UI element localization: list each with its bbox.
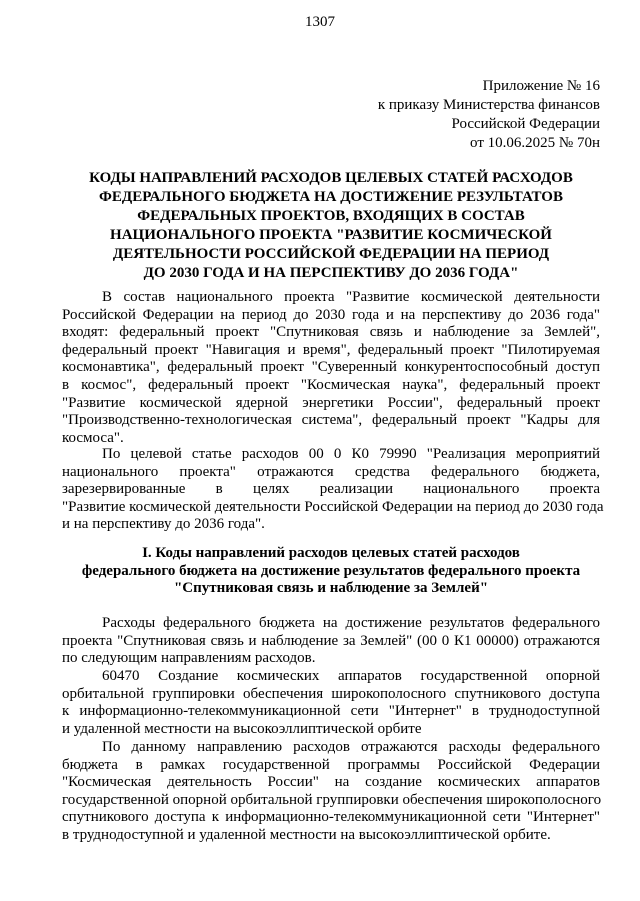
text-line: государственной опорной орбитальной группировки обеспечения широкополосного bbox=[62, 791, 602, 808]
text-line: В состав национального проекта "Развитие космической деятельности bbox=[102, 289, 600, 305]
paragraph-intro bbox=[62, 289, 600, 447]
text-line: "Космическая деятельность России" на создание космических аппаратов bbox=[62, 774, 600, 791]
text-line: спутникового доступа к информационно-телекоммуникационной сети "Интернет" bbox=[62, 809, 600, 826]
text-line: по следующим направлениям расходов. bbox=[62, 650, 316, 667]
title-line: ФЕДЕРАЛЬНОГО БЮДЖЕТА НА ДОСТИЖЕНИЕ РЕЗУЛЬТАТОВ bbox=[99, 189, 563, 205]
title-line: ДО 2030 ГОДА И НА ПЕРСПЕКТИВУ ДО 2036 ГОДА" bbox=[143, 265, 519, 281]
text-line: бюджета в рамках государственной программы Российской Федерации bbox=[62, 756, 600, 773]
title-line: НАЦИОНАЛЬНОГО ПРОЕКТА "РАЗВИТИЕ КОСМИЧЕСКОЙ bbox=[110, 227, 552, 243]
text-line: "Развитие космической деятельности Российской Федерации на период до 2030 года bbox=[62, 498, 604, 515]
paragraph-expenses bbox=[62, 615, 600, 668]
title-line: ДЕЯТЕЛЬНОСТИ РОССИЙСКОЙ ФЕДЕРАЦИИ НА ПЕРИОД bbox=[112, 246, 550, 262]
text-line: проекта "Спутниковая связь и наблюдение за Землей" (00 0 К1 00000) отражаются bbox=[62, 632, 600, 649]
appendix-line: от 10.06.2025 № 70н bbox=[470, 135, 600, 151]
text-line: Расходы федерального бюджета на достижение результатов федерального bbox=[102, 615, 600, 631]
text-line: орбитальной группировки обеспечения широкополосного спутникового доступа bbox=[62, 685, 600, 702]
text-line: и на перспективу до 2036 года". bbox=[62, 516, 265, 533]
text-line: зарезервированные в целях реализации национального проекта bbox=[62, 481, 600, 498]
paragraph-direction bbox=[62, 739, 600, 845]
text-line: федеральный проект "Навигация и время", федеральный проект "Пилотируемая bbox=[62, 341, 600, 358]
text-line: По целевой статье расходов 00 0 К0 79990 "Реализация мероприятий bbox=[102, 446, 600, 462]
text-line: По данному направлению расходов отражаются расходы федерального bbox=[102, 739, 600, 755]
text-line: и удаленной местности на высокоэллиптической орбите bbox=[62, 720, 422, 737]
title-line: КОДЫ НАПРАВЛЕНИЙ РАСХОДОВ ЦЕЛЕВЫХ СТАТЕЙ РАСХОДОВ bbox=[89, 170, 573, 186]
text-line: "Развитие космической ядерной энергетики России", федеральный проект bbox=[62, 394, 600, 411]
document-title bbox=[62, 169, 600, 283]
section-title-line: "Спутниковая связь и наблюдение за Землей" bbox=[173, 580, 489, 596]
section-title bbox=[62, 545, 600, 598]
text-line: космоса". bbox=[62, 429, 124, 446]
text-line: к информационно-телекоммуникационной сети "Интернет" в труднодоступной bbox=[62, 703, 600, 720]
text-line: "Производственно-технологическая система", федеральный проект "Кадры для bbox=[62, 412, 600, 429]
paragraph-reserve bbox=[62, 446, 604, 534]
text-line: космонавтика", федеральный проект "Суверенный конкурентоспособный доступ bbox=[62, 359, 600, 376]
page-number: 1307 bbox=[305, 14, 335, 30]
appendix-block bbox=[378, 77, 600, 153]
title-line: ФЕДЕРАЛЬНЫХ ПРОЕКТОВ, ВХОДЯЩИХ В СОСТАВ bbox=[137, 208, 525, 224]
appendix-line: Российской Федерации bbox=[451, 116, 600, 132]
text-line: национального проекта" отражаются средства федерального бюджета, bbox=[62, 463, 600, 480]
text-line: в космос", федеральный проект "Космическая наука", федеральный проект bbox=[62, 376, 600, 393]
section-title-line: федерального бюджета на достижение результатов федерального проекта bbox=[81, 562, 581, 579]
text-line: входят: федеральный проект "Спутниковая связь и наблюдение за Землей", bbox=[62, 324, 600, 341]
text-line: 60470 Создание космических аппаратов государственной опорной bbox=[102, 668, 600, 684]
appendix-line: Приложение № 16 bbox=[482, 78, 600, 94]
appendix-line: к приказу Министерства финансов bbox=[377, 97, 600, 113]
text-line: в труднодоступной и удаленной местности на высокоэллиптической орбите. bbox=[62, 826, 551, 843]
paragraph-code-60470 bbox=[62, 668, 600, 738]
text-line: Российской Федерации на период до 2030 года и на перспективу до 2036 года" bbox=[62, 306, 600, 323]
section-title-line: I. Коды направлений расходов целевых статей расходов bbox=[142, 545, 520, 561]
